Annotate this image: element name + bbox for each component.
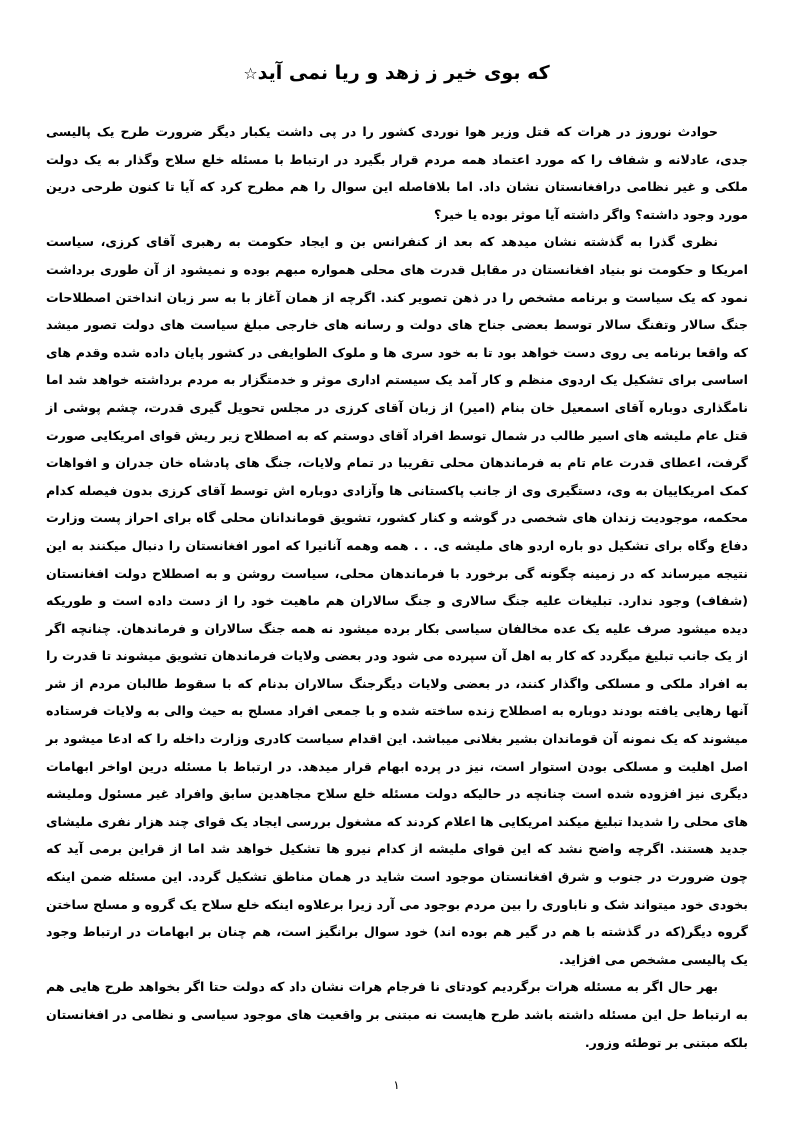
paragraph-2: نظری گذرا به گذشته نشان میدهد که بعد از کنفرانس بن و ایجاد حکومت به رهبری آقای کرزی، سیاست امریکا و حکومت نو بنیاد افغانستان در مقابل قدرت های محلی همواره مبهم بوده و نمیشود از آن طوری برداشت نمود که یک سیاست و برنامه مشخص را در ذهن تصویر کند. اگرچه از همان آغاز با به سر زبان انداختن اصطلاحات جنگ سالار وتفنگ سالار توسط بعضی جناح های دولت و رسانه های خارجی مبلغ سیاست های دولت تصور میشد که واقعا برنامه یی روی دست خواهد بود تا به خود سری ها و ملوک الطوایفی در کشور پایان داده شده وقدم های اساسی برای تشکیل یک اردوی منظم و کار آمد یک سیستم اداری موثر و خدمتگزار به مردم برداشته خواهد شد اما نامگذاری دوباره آقای اسمعیل خان بنام (امیر) از زبان آقای کرزی در مجلس تحویل گیری قدرت، چشم پوشی از قتل عام ملیشه های اسیر طالب در شمال توسط افراد آقای دوستم که به اصطلاح زیر ریش قوای امریکایی صورت گرفت، اعطای قدرت عام تام به فرماندهان محلی تقریبا در تمام ولایات، جنگ های پادشاه خان جدران و افواهات کمک امریکاییان به وی، دستگیری وی از جانب پاکستانی ها وآزادی دوباره اش توسط آقای کرزی بدون فیصله کدام محکمه، موجودیت زندان های شخصی در گوشه و کنار کشور، تشویق قوماندانان محلی گاه برای احراز پست وزارت دفاع وگاه برای تشکیل دو باره اردو های ملیشه ی. . . همه وهمه آنانیرا که امور افغانستان را دنبال میکنند به این نتیجه میرساند که در زمینه چگونه گی برخورد با فرماندهان محلی، سیاست روشن و به اصطلاح دولت افغانستان (شفاف) وجود ندارد. تبلیغات علیه جنگ سالاری و جنگ سالاران هم ماهیت خود را از دست داده است و طوریکه دیده میشود صرف علیه یک عده مخالفان سیاسی بکار برده میشود نه همه جنگ سالاران و فرماندهان. چنانچه اگر از یک جانب تبلیغ میگردد که کار به اهل آن سپرده می شود ودر بعضی ولایات فرماندهان تشویق میشوند تا قدرت را به افراد ملکی و مسلکی واگذار کنند، در بعضی ولایات دیگرجنگ سالاران بدنام که با سقوط طالبان مردم از شر آنها رهایی یافته بودند دوباره به اصطلاح زنده ساخته شده و با جمعی افراد مسلح به حیث والی به ولایات فرستاده میشوند که یک نمونه آن قوماندان بشیر بغلانی میباشد. این اقدام سیاست کادری وزارت داخله را که ادعا میشود بر اصل اهلیت و مسلکی بودن استوار است، نیز در پرده ابهام قرار میدهد. در ارتباط با مسئله درین اواخر ابهامات دیگری نیز افزوده شده است چنانچه در حالیکه دولت مسئله خلع سلاح مجاهدین سابق وافراد غیر مسئول وملیشه های محلی را شدیدا تبلیغ میکند امریکایی ها اعلام کردند که مشغول بررسی ایجاد یک قوای چند هزار نفری ملیشای جدید هستند. اگرچه واضح نشد که این قوای ملیشه از کدام نیرو ها تشکیل خواهد شد اما از قراین برمی آید که چون ضرورت در جنوب و شرق افغانستان موجود است شاید در همان مناطق تشکیل گردد. این مسئله ضمن اینکه بخودی خود میتواند شک و ناباوری را بین مردم بوجود می آرد زیرا برعلاوه اینکه خلع سلاح یک گروه و مسلح ساختن گروه دیگر(که در گذشته با هم در گیر هم بوده اند) خود سوال برانگیز است، هم چنان بر ابهامات در ارتباط وجود یک پالیسی مشخص می افزاید. [46, 234, 748, 967]
page-number: ۱ [393, 1078, 400, 1092]
footnote-star-icon: ☆ [243, 64, 258, 83]
document-body [46, 118, 748, 1056]
document-title [0, 56, 793, 91]
paragraph-1: حوادث نوروز در هرات که قتل وزیر هوا نوردی کشور را در پی داشت یکبار دیگر ضرورت طرح یک پالیسی جدی، عادلانه و شفاف را که مورد اعتماد همه مردم قرار بگیرد در ارتباط با مسئله خلع سلاح وگذار به یک دولت ملکی و غیر نظامی درافغانستان نشان داد. اما بلافاصله این سوال را هم مطرح کرد که آیا تا کنون طرحی درین مورد وجود داشته؟ واگر داشته آیا موثر بوده یا خیر؟ [46, 124, 748, 222]
paragraph-3: بهر حال اگر به مسئله هرات برگردیم کودتای نا فرجام هرات نشان داد که دولت حتا اگر بخواهد طرح هایی هم به ارتباط حل این مسئله داشته باشد طرح هایست نه مبتنی بر واقعیت های موجود سیاسی و نظامی در افغانستان بلکه مبتنی بر توطئه وزور. [46, 979, 748, 1050]
title-text: که بوی خیر ز زهد و ریا نمی آید [257, 62, 550, 84]
